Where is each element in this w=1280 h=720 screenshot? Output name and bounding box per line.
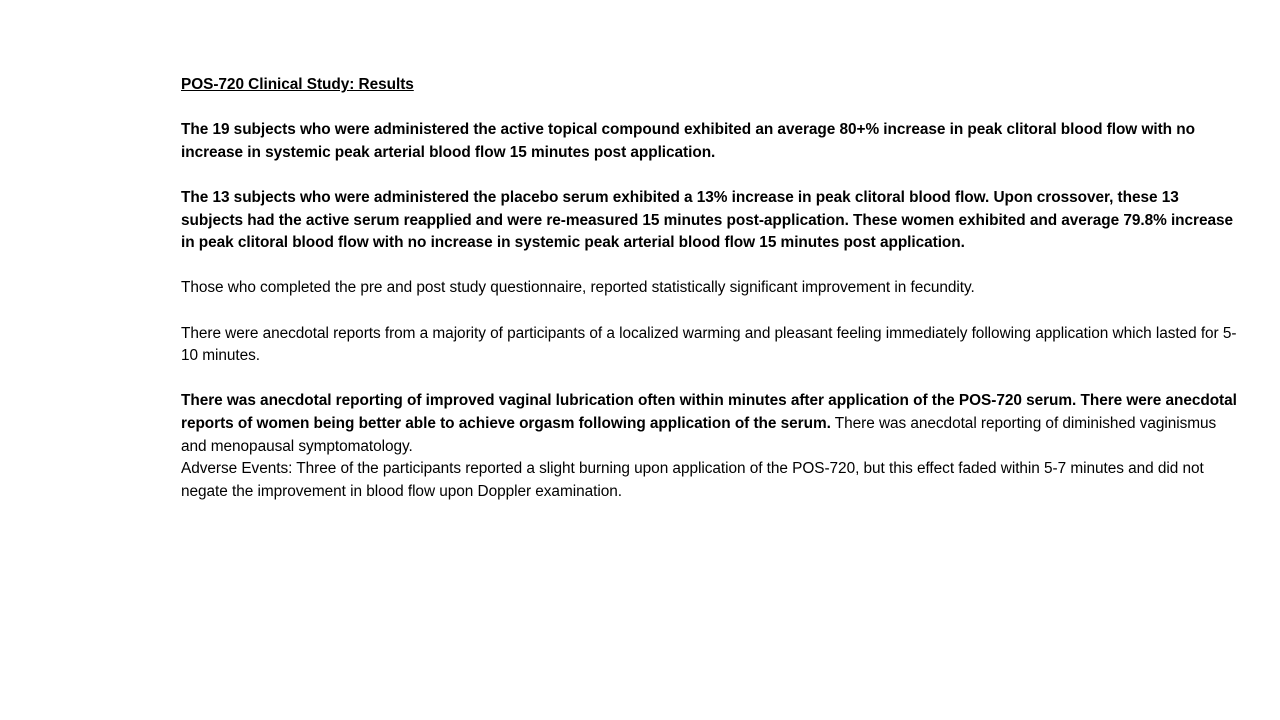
- paragraph-placebo-crossover-results: The 13 subjects who were administered the placebo serum exhibited a 13% increase in peak clitoral blood flow. Upon crossover, these 13 subjects had the active serum reapplied and were re-measured 15 minutes post-application. These women exhibited and average 79.8% increase in peak clitoral blood flow with no increase in systemic peak arterial blood flow 15 minutes post application.: [181, 188, 1234, 252]
- paragraph-active-compound-results: The 19 subjects who were administered the active topical compound exhibited an average 80+% increase in peak clitoral blood flow with no increase in systemic peak arterial blood flow 15 minutes post application.: [181, 121, 1195, 161]
- paragraph-adverse-events: Adverse Events: Three of the participants reported a slight burning upon application of the POS-720, but this effect faded within 5-7 minutes and did not negate the improvement in blood flow upon Doppler examination.: [181, 460, 1204, 500]
- paragraph-warming-reports: There were anecdotal reports from a majority of participants of a localized warming and pleasant feeling immediately following application which lasted for 5-10 minutes.: [181, 324, 1237, 365]
- lubrication-bold-text: There was anecdotal reporting of improved vaginal lubrication often within minutes after application of the POS-720 serum. There were anecdotal reports of women being better able to achieve orgasm following application of the serum.: [181, 392, 1237, 432]
- slide-content: [181, 74, 1243, 503]
- slide-title: POS-720 Clinical Study: Results: [181, 76, 414, 93]
- lubrication-regular-text: There was anecdotal reporting of diminished vaginismus and menopausal symptomatology.: [181, 414, 1217, 455]
- paragraph-questionnaire-results: Those who completed the pre and post study questionnaire, reported statistically significant improvement in fecundity.: [181, 279, 975, 297]
- paragraph-lubrication-reports: [181, 390, 1243, 458]
